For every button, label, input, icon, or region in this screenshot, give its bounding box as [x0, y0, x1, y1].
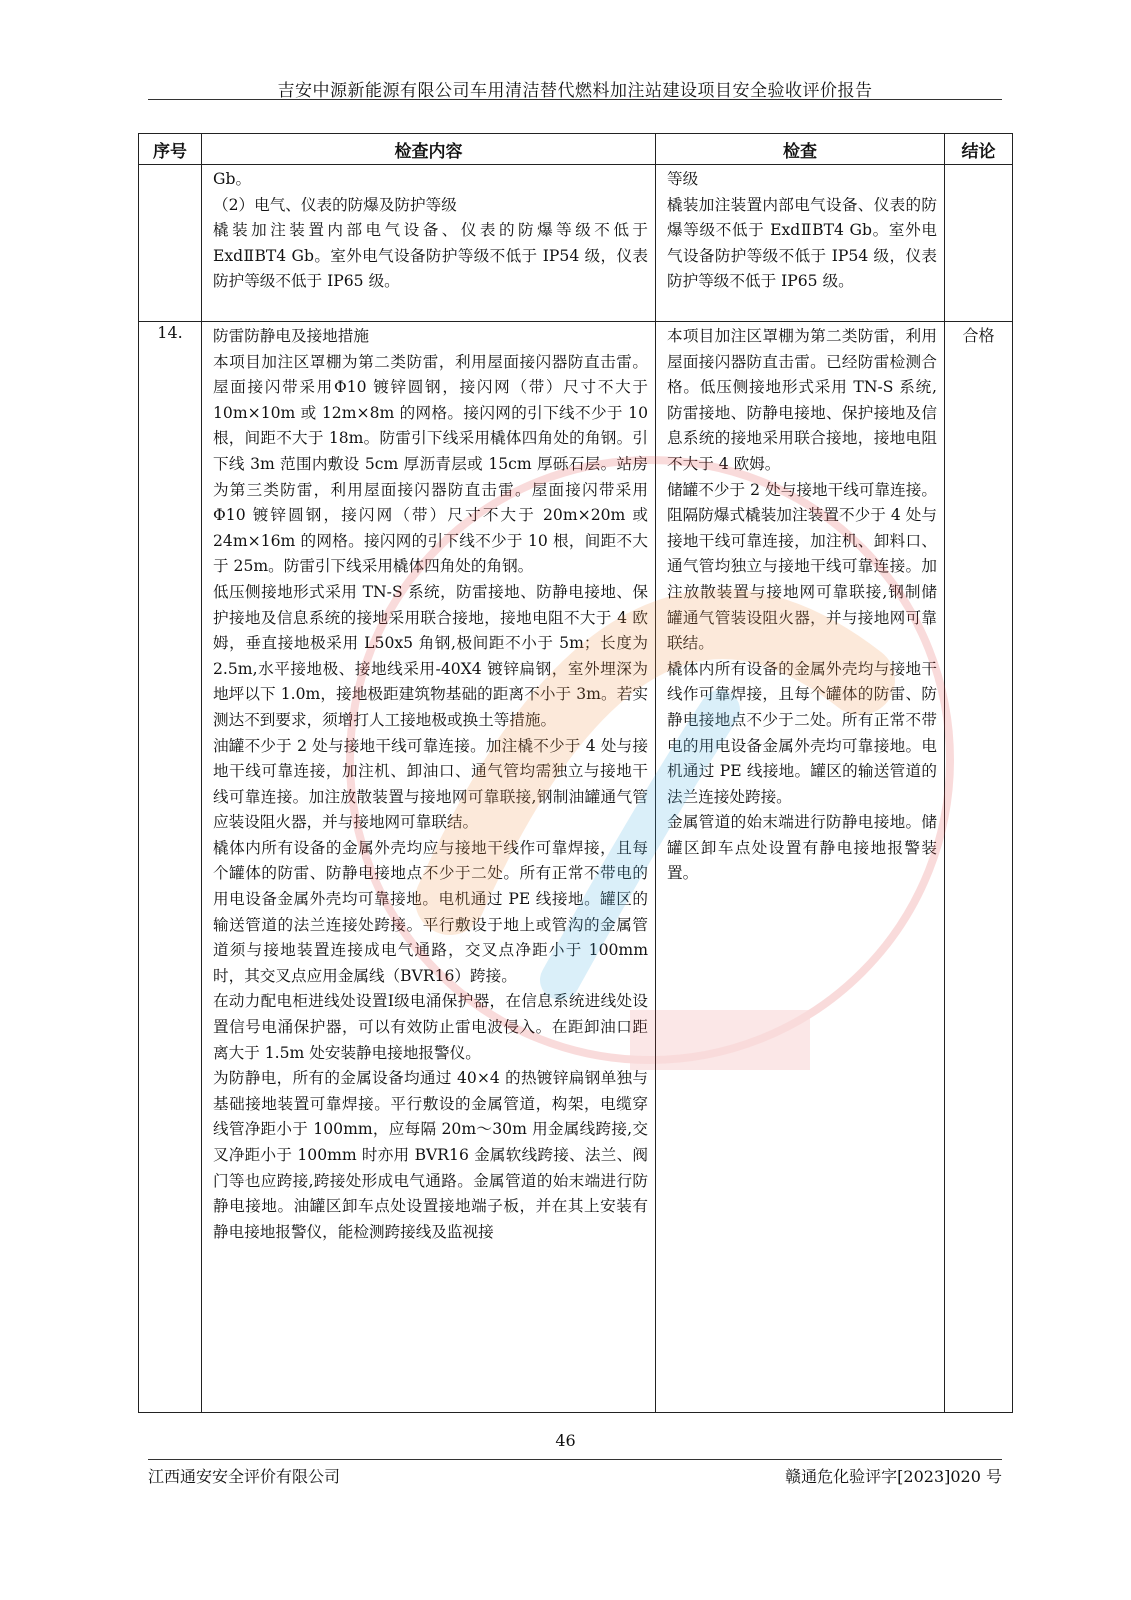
header-seq: 序号 [139, 134, 202, 165]
check-paragraph: 等级 [667, 170, 699, 188]
content-paragraph: 油罐不少于 2 处与接地干线可靠连接。加注橇不少于 4 处与接地干线可靠连接，加注机、卸油口、通气管均需独立与接地干线可靠连接。加注放散装置与接地网可靠联接,钢制油罐通气管应装设阻火器，并与接地网可靠联结。 [213, 736, 648, 832]
table-header-row [139, 134, 1013, 165]
row-content [202, 165, 656, 322]
content-paragraph: 低压侧接地形式采用 TN-S 系统，防雷接地、防静电接地、保护接地及信息系统的接地采用联合接地，接地电阻不大于 4 欧姆，垂直接地极采用 L50x5 角钢,极间距不小于 5m；长度为 2.5m,水平接地极、接地线采用-40X4 镀锌扁钢，室外埋深为地坪以下 1.0m，接地极距建筑物基础的距离不小于 3m。若实测达不到要求，须增打人工接地极或换土等措施。 [213, 582, 648, 729]
row-content [202, 322, 656, 1413]
table-row [139, 165, 1013, 322]
row-seq: 14. [139, 322, 202, 1413]
footer-company: 江西通安安全评价有限公司 [148, 1467, 341, 1486]
content-paragraph: 为防静电，所有的金属设备均通过 40×4 的热镀锌扁钢单独与基础接地装置可靠焊接。平行敷设的金属管道，构架，电缆穿线管净距小于 100mm，应每隔 20m～30m 用金属线跨接,交叉净距小于 100mm 时亦用 BVR16 金属软线跨接、法兰、阀门等也应跨接,跨接处形成电气通路。金属管道的始末端进行防静电接地。油罐区卸车点处设置接地端子板，并在其上安装有静电接地报警仪，能检测跨接线及监视接 [213, 1069, 648, 1241]
row-seq [139, 165, 202, 322]
footer-rule [148, 1459, 1002, 1460]
content-paragraph: 防雷防静电及接地措施 [213, 327, 369, 345]
check-paragraph: 橇装加注装置内部电气设备、仪表的防爆等级不低于 ExdⅡBT4 Gb。室外电气设备防护等级不低于 IP54 级，仪表防护等级不低于 IP65 级。 [667, 195, 937, 291]
content-paragraph: 在动力配电柜进线处设置Ⅰ级电涌保护器，在信息系统进线处设置信号电涌保护器，可以有效防止雷电波侵入。在距卸油口距离大于 1.5m 处安装静电接地报警仪。 [213, 992, 648, 1062]
header-conclusion: 结论 [945, 134, 1013, 165]
content-paragraph: （2）电气、仪表的防爆及防护等级 [213, 195, 457, 214]
row-conclusion [945, 165, 1013, 322]
check-paragraph: 本项目加注区罩棚为第二类防雷，利用屋面接闪器防直击雷。已经防雷检测合格。低压侧接地形式采用 TN-S 系统,防雷接地、防静电接地、保护接地及信息系统的接地采用联合接地，接地电阻不大于 4 欧姆。 [667, 327, 937, 473]
content-paragraph: 橇装加注装置内部电气设备、仪表的防爆等级不低于 ExdⅡBT4 Gb。室外电气设备防护等级不低于 IP54 级，仪表防护等级不低于 IP65 级。 [213, 221, 648, 291]
content-paragraph: 本项目加注区罩棚为第二类防雷，利用屋面接闪器防直击雷。屋面接闪带采用Φ10 镀锌圆钢，接闪网（带）尺寸不大于 10m×10m 或 12m×8m 的网格。接闪网的引下线不少于 10 根，间距不大于 18m。防雷引下线采用橇体四角处的角钢。引下线 3m 范围内敷设 5cm 厚沥青层或 15cm 厚砾石层。站房为第三类防雷，利用屋面接闪器防直击雷。屋面接闪带采用Φ10 镀锌圆钢，接闪网（带）尺寸不大于 20m×20m 或 24m×16m 的网格。接闪网的引下线不少于 10 根，间距不大于 25m。防雷引下线采用橇体四角处的角钢。 [213, 352, 648, 576]
row-check [656, 322, 945, 1413]
content-paragraph: Gb。 [213, 170, 252, 188]
inspection-table [138, 133, 1013, 1413]
footer-doc-number: 赣通危化验评字[2023]020 号 [785, 1467, 1002, 1486]
header-rule [148, 99, 1002, 100]
page-number: 46 [555, 1431, 576, 1450]
check-paragraph: 储罐不少于 2 处与接地干线可靠连接。阻隔防爆式橇装加注装置不少于 4 处与接地干线可靠连接，加注机、卸料口、通气管均独立与接地干线可靠连接。加注放散装置与接地网可靠联接,钢制储罐通气管装设阻火器，并与接地网可靠联结。 [667, 480, 937, 653]
check-paragraph: 橇体内所有设备的金属外壳均与接地干线作可靠焊接，且每个罐体的防雷、防静电接地点不少于二处。所有正常不带电的用电设备金属外壳均可靠接地。电机通过 PE 线接地。罐区的输送管道的法兰连接处跨接。 [667, 659, 937, 806]
header-content: 检查内容 [202, 134, 656, 165]
page-header-title: 吉安中源新能源有限公司车用清洁替代燃料加注站建设项目安全验收评价报告 [277, 81, 873, 101]
row-conclusion: 合格 [945, 322, 1013, 1413]
row-check [656, 165, 945, 322]
header-check: 检查 [656, 134, 945, 165]
content-paragraph: 橇体内所有设备的金属外壳均应与接地干线作可靠焊接，且每个罐体的防雷、防静电接地点不少于二处。所有正常不带电的用电设备金属外壳均可靠接地。电机通过 PE 线接地。罐区的输送管道的法兰连接处跨接。平行敷设于地上或管沟的金属管道须与接地装置连接成电气通路，交叉点净距小于 100mm 时，其交叉点应用金属线（BVR16）跨接。 [213, 838, 648, 985]
check-paragraph: 金属管道的始末端进行防静电接地。储罐区卸车点处设置有静电接地报警装置。 [667, 813, 937, 883]
table-row [139, 322, 1013, 1413]
